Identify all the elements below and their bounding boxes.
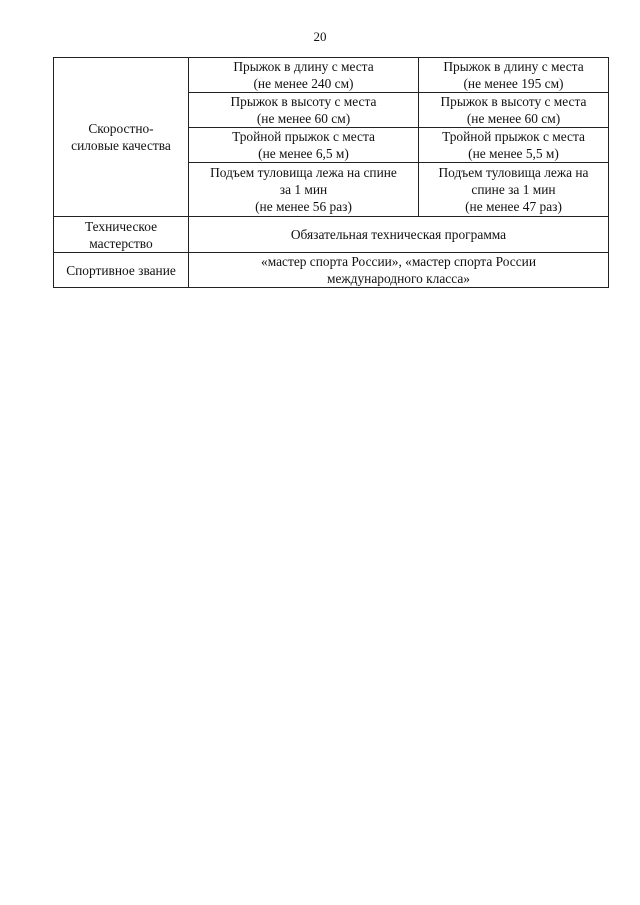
technique-label-line: мастерство [89,235,153,251]
title-value-line: «мастер спорта России», «мастер спорта России [261,254,536,269]
norm-value: (не менее 60 см) [256,111,351,126]
norm-text: Подъем туловища лежа на спине [210,165,397,180]
norm-cell-men [189,93,419,128]
technique-value: Обязательная техническая программа [290,227,507,242]
norm-text: Прыжок в длину с места [233,59,374,74]
norm-value: (не менее 195 см) [463,76,564,91]
norm-text: Тройной прыжок с места [442,129,585,144]
norm-value: (не менее 6,5 м) [258,146,349,161]
norm-text: Прыжок в высоту с места [440,94,587,109]
norms-table [53,57,609,288]
norm-text: Тройной прыжок с места [232,129,375,144]
norm-cell-men [189,58,419,93]
norm-cell-women [419,93,609,128]
norm-text: Прыжок в высоту с места [230,94,377,109]
technique-label-cell [54,217,189,253]
table-row [54,217,609,253]
table-row [54,253,609,288]
norm-cell-men [189,128,419,163]
technique-value-cell [189,217,609,253]
category-line-1: Скоростно- [88,121,154,136]
norm-text: за 1 мин [279,182,328,197]
norm-value: (не менее 47 раз) [465,199,562,214]
category-cell [54,58,189,217]
norm-value: (не менее 5,5 м) [468,146,559,161]
category-line-2: силовые качества [71,138,171,153]
table-row [54,58,609,93]
norm-value: (не менее 60 см) [466,111,561,126]
norm-text: спине за 1 мин [471,182,556,197]
title-value-line: международного класса» [327,271,470,286]
norm-cell-women [419,58,609,93]
norm-cell-women [419,128,609,163]
norm-cell-men [189,163,419,217]
title-label: Спортивное звание [66,262,176,278]
title-value-cell [189,253,609,288]
norm-cell-women [419,163,609,217]
page-number: 20 [313,29,327,44]
norm-text: Подъем туловища лежа на [438,165,589,180]
norm-value: (не менее 240 см) [253,76,354,91]
title-label-cell [54,253,189,288]
technique-label-line: Техническое [84,218,158,234]
norm-value: (не менее 56 раз) [255,199,352,214]
norm-text: Прыжок в длину с места [443,59,584,74]
